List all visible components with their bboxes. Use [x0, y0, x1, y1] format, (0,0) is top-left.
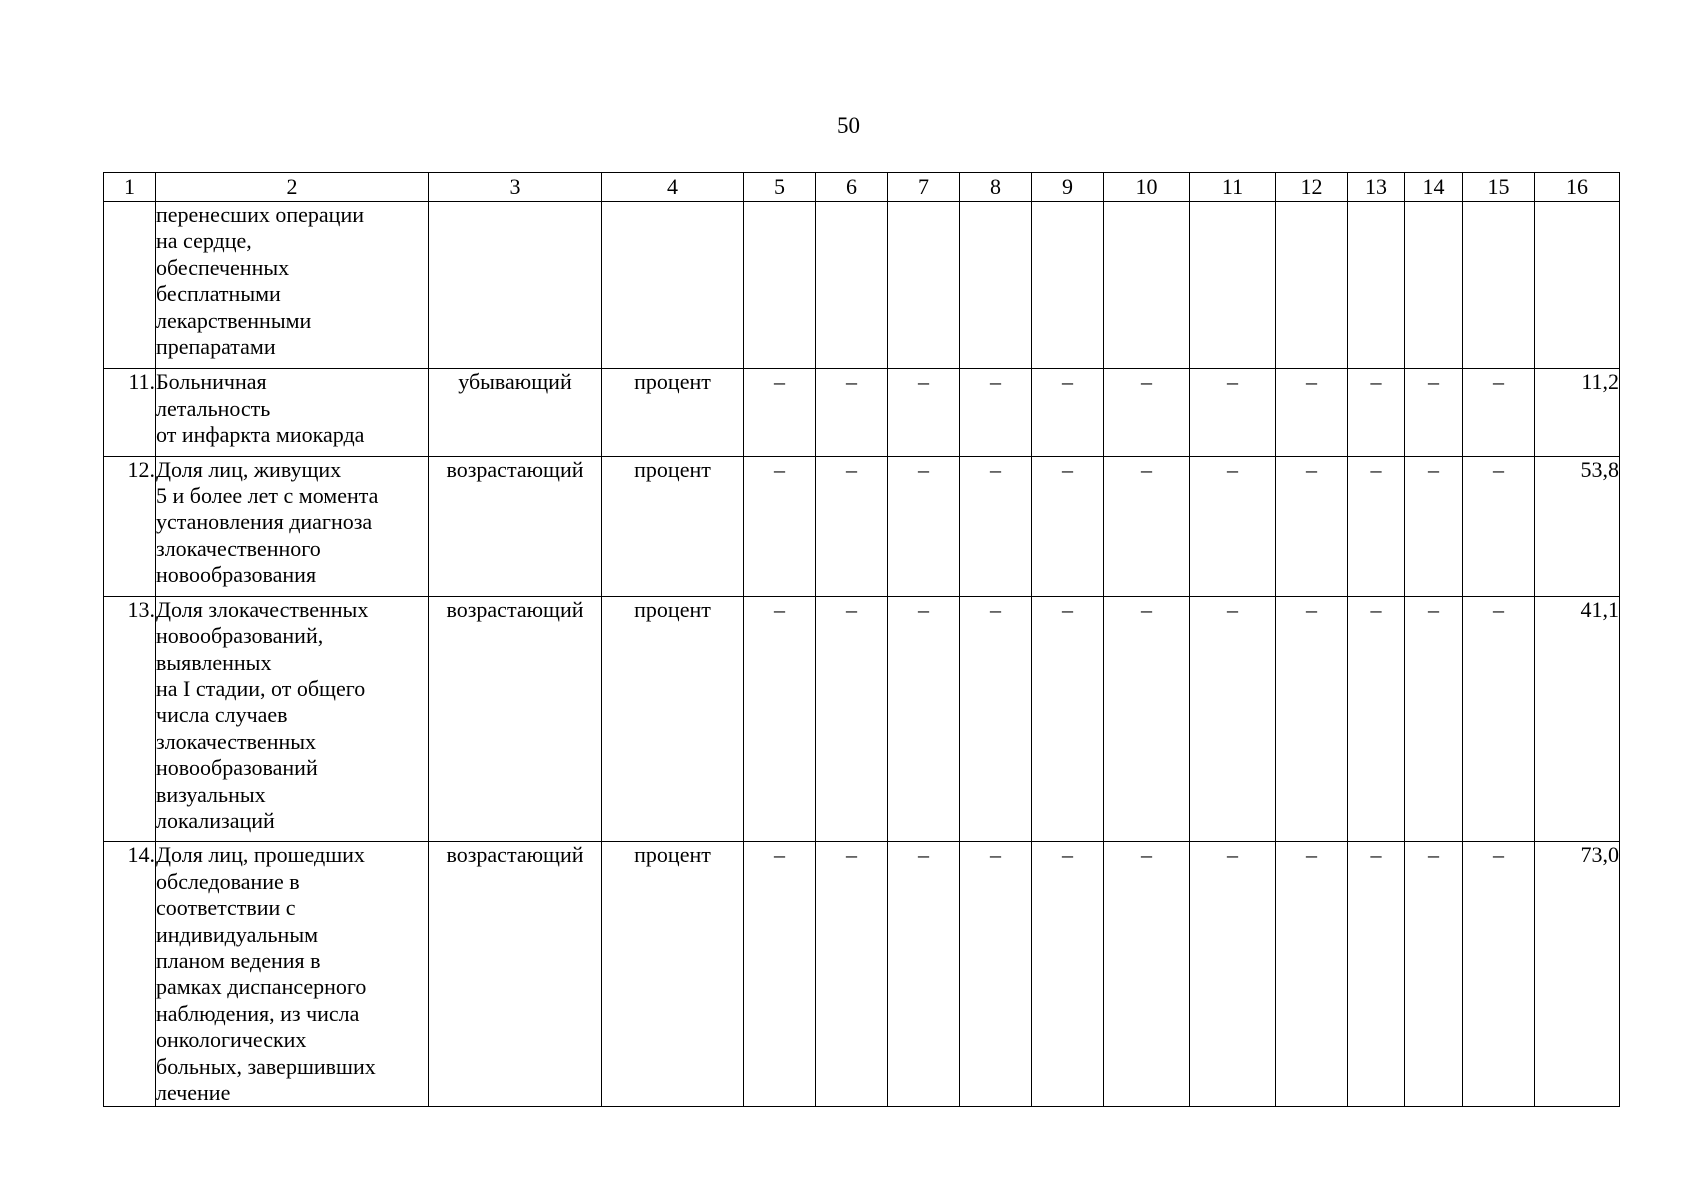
value-cell: –: [1405, 842, 1463, 1107]
value-cell: [1405, 202, 1463, 369]
column-header: 15: [1463, 173, 1535, 202]
value-cell: –: [1276, 369, 1348, 456]
header-row: [104, 173, 1620, 202]
value-cell: –: [744, 596, 816, 842]
value-cell: –: [960, 842, 1032, 1107]
value-cell: –: [1032, 842, 1104, 1107]
value-cell: –: [1104, 456, 1190, 596]
row-number: 13.: [104, 596, 156, 842]
value-cell: –: [1463, 596, 1535, 842]
column-header: 11: [1190, 173, 1276, 202]
value-cell: [1348, 202, 1405, 369]
value-cell: [960, 202, 1032, 369]
value-cell: [1032, 202, 1104, 369]
trend-cell: возрастающий: [429, 596, 602, 842]
value-cell: –: [1276, 596, 1348, 842]
value-cell: –: [888, 456, 960, 596]
value-cell: [1104, 202, 1190, 369]
value-cell: [816, 202, 888, 369]
value-cell: –: [1104, 596, 1190, 842]
column-header: 6: [816, 173, 888, 202]
value-cell: –: [1463, 456, 1535, 596]
value-cell: –: [1463, 842, 1535, 1107]
value-cell: [1190, 202, 1276, 369]
value-cell: –: [816, 842, 888, 1107]
table-row-continuation: [104, 202, 1620, 369]
row-number: 12.: [104, 456, 156, 596]
value-cell: –: [1405, 596, 1463, 842]
value-cell: –: [960, 369, 1032, 456]
column-header: 3: [429, 173, 602, 202]
value-cell: –: [1190, 596, 1276, 842]
column-header: 16: [1535, 173, 1620, 202]
value-cell: –: [1190, 456, 1276, 596]
unit-cell: [602, 202, 744, 369]
column-header: 13: [1348, 173, 1405, 202]
value-cell: –: [888, 842, 960, 1107]
trend-cell: возрастающий: [429, 456, 602, 596]
value-cell: –: [1190, 842, 1276, 1107]
column-header: 10: [1104, 173, 1190, 202]
value-cell: –: [1032, 596, 1104, 842]
indicator-name: Больничная летальность от инфаркта миокарда: [156, 369, 429, 456]
row-number: [104, 202, 156, 369]
table-row: [104, 596, 1620, 842]
column-header: 7: [888, 173, 960, 202]
trend-cell: возрастающий: [429, 842, 602, 1107]
value-cell: –: [816, 596, 888, 842]
trend-cell: [429, 202, 602, 369]
unit-cell: процент: [602, 456, 744, 596]
target-value-cell: 41,1: [1535, 596, 1620, 842]
column-header: 1: [104, 173, 156, 202]
value-cell: –: [1190, 369, 1276, 456]
value-cell: –: [888, 369, 960, 456]
value-cell: –: [744, 842, 816, 1107]
table-row: [104, 369, 1620, 456]
unit-cell: процент: [602, 596, 744, 842]
indicators-table: [103, 172, 1620, 1107]
column-header: 2: [156, 173, 429, 202]
value-cell: –: [960, 596, 1032, 842]
value-cell: –: [1348, 842, 1405, 1107]
table-row: [104, 842, 1620, 1107]
value-cell: –: [1104, 369, 1190, 456]
value-cell: [744, 202, 816, 369]
value-cell: –: [1104, 842, 1190, 1107]
trend-cell: убывающий: [429, 369, 602, 456]
column-header: 9: [1032, 173, 1104, 202]
target-value-cell: 11,2: [1535, 369, 1620, 456]
value-cell: –: [1032, 456, 1104, 596]
value-cell: –: [816, 369, 888, 456]
column-header: 14: [1405, 173, 1463, 202]
value-cell: –: [744, 456, 816, 596]
page-number: 50: [837, 113, 860, 138]
indicator-name: Доля лиц, прошедших обследование в соответствии с индивидуальным планом ведения в рамках диспансерного наблюдения, из числа онкологических больных, завершивших лечение: [156, 842, 429, 1107]
column-header: 8: [960, 173, 1032, 202]
target-value-cell: [1535, 202, 1620, 369]
value-cell: –: [1276, 842, 1348, 1107]
column-header: 12: [1276, 173, 1348, 202]
value-cell: [1276, 202, 1348, 369]
value-cell: [1463, 202, 1535, 369]
value-cell: –: [1463, 369, 1535, 456]
table-row: [104, 456, 1620, 596]
value-cell: –: [1032, 369, 1104, 456]
unit-cell: процент: [602, 369, 744, 456]
value-cell: –: [1348, 456, 1405, 596]
indicator-name: Доля лиц, живущих 5 и более лет с момента установления диагноза злокачественного новообразования: [156, 456, 429, 596]
target-value-cell: 73,0: [1535, 842, 1620, 1107]
value-cell: –: [816, 456, 888, 596]
value-cell: –: [744, 369, 816, 456]
value-cell: –: [1405, 369, 1463, 456]
value-cell: –: [888, 596, 960, 842]
column-header: 5: [744, 173, 816, 202]
row-number: 11.: [104, 369, 156, 456]
value-cell: –: [1348, 369, 1405, 456]
value-cell: [888, 202, 960, 369]
column-header: 4: [602, 173, 744, 202]
value-cell: –: [1405, 456, 1463, 596]
value-cell: –: [1348, 596, 1405, 842]
target-value-cell: 53,8: [1535, 456, 1620, 596]
indicator-name: Доля злокачественных новообразований, выявленных на I стадии, от общего числа случаев злокачественных новообразований визуальных локализаций: [156, 596, 429, 842]
value-cell: –: [960, 456, 1032, 596]
indicator-name: перенесших операции на сердце, обеспеченных бесплатными лекарственными препаратами: [156, 202, 429, 369]
row-number: 14.: [104, 842, 156, 1107]
value-cell: –: [1276, 456, 1348, 596]
unit-cell: процент: [602, 842, 744, 1107]
